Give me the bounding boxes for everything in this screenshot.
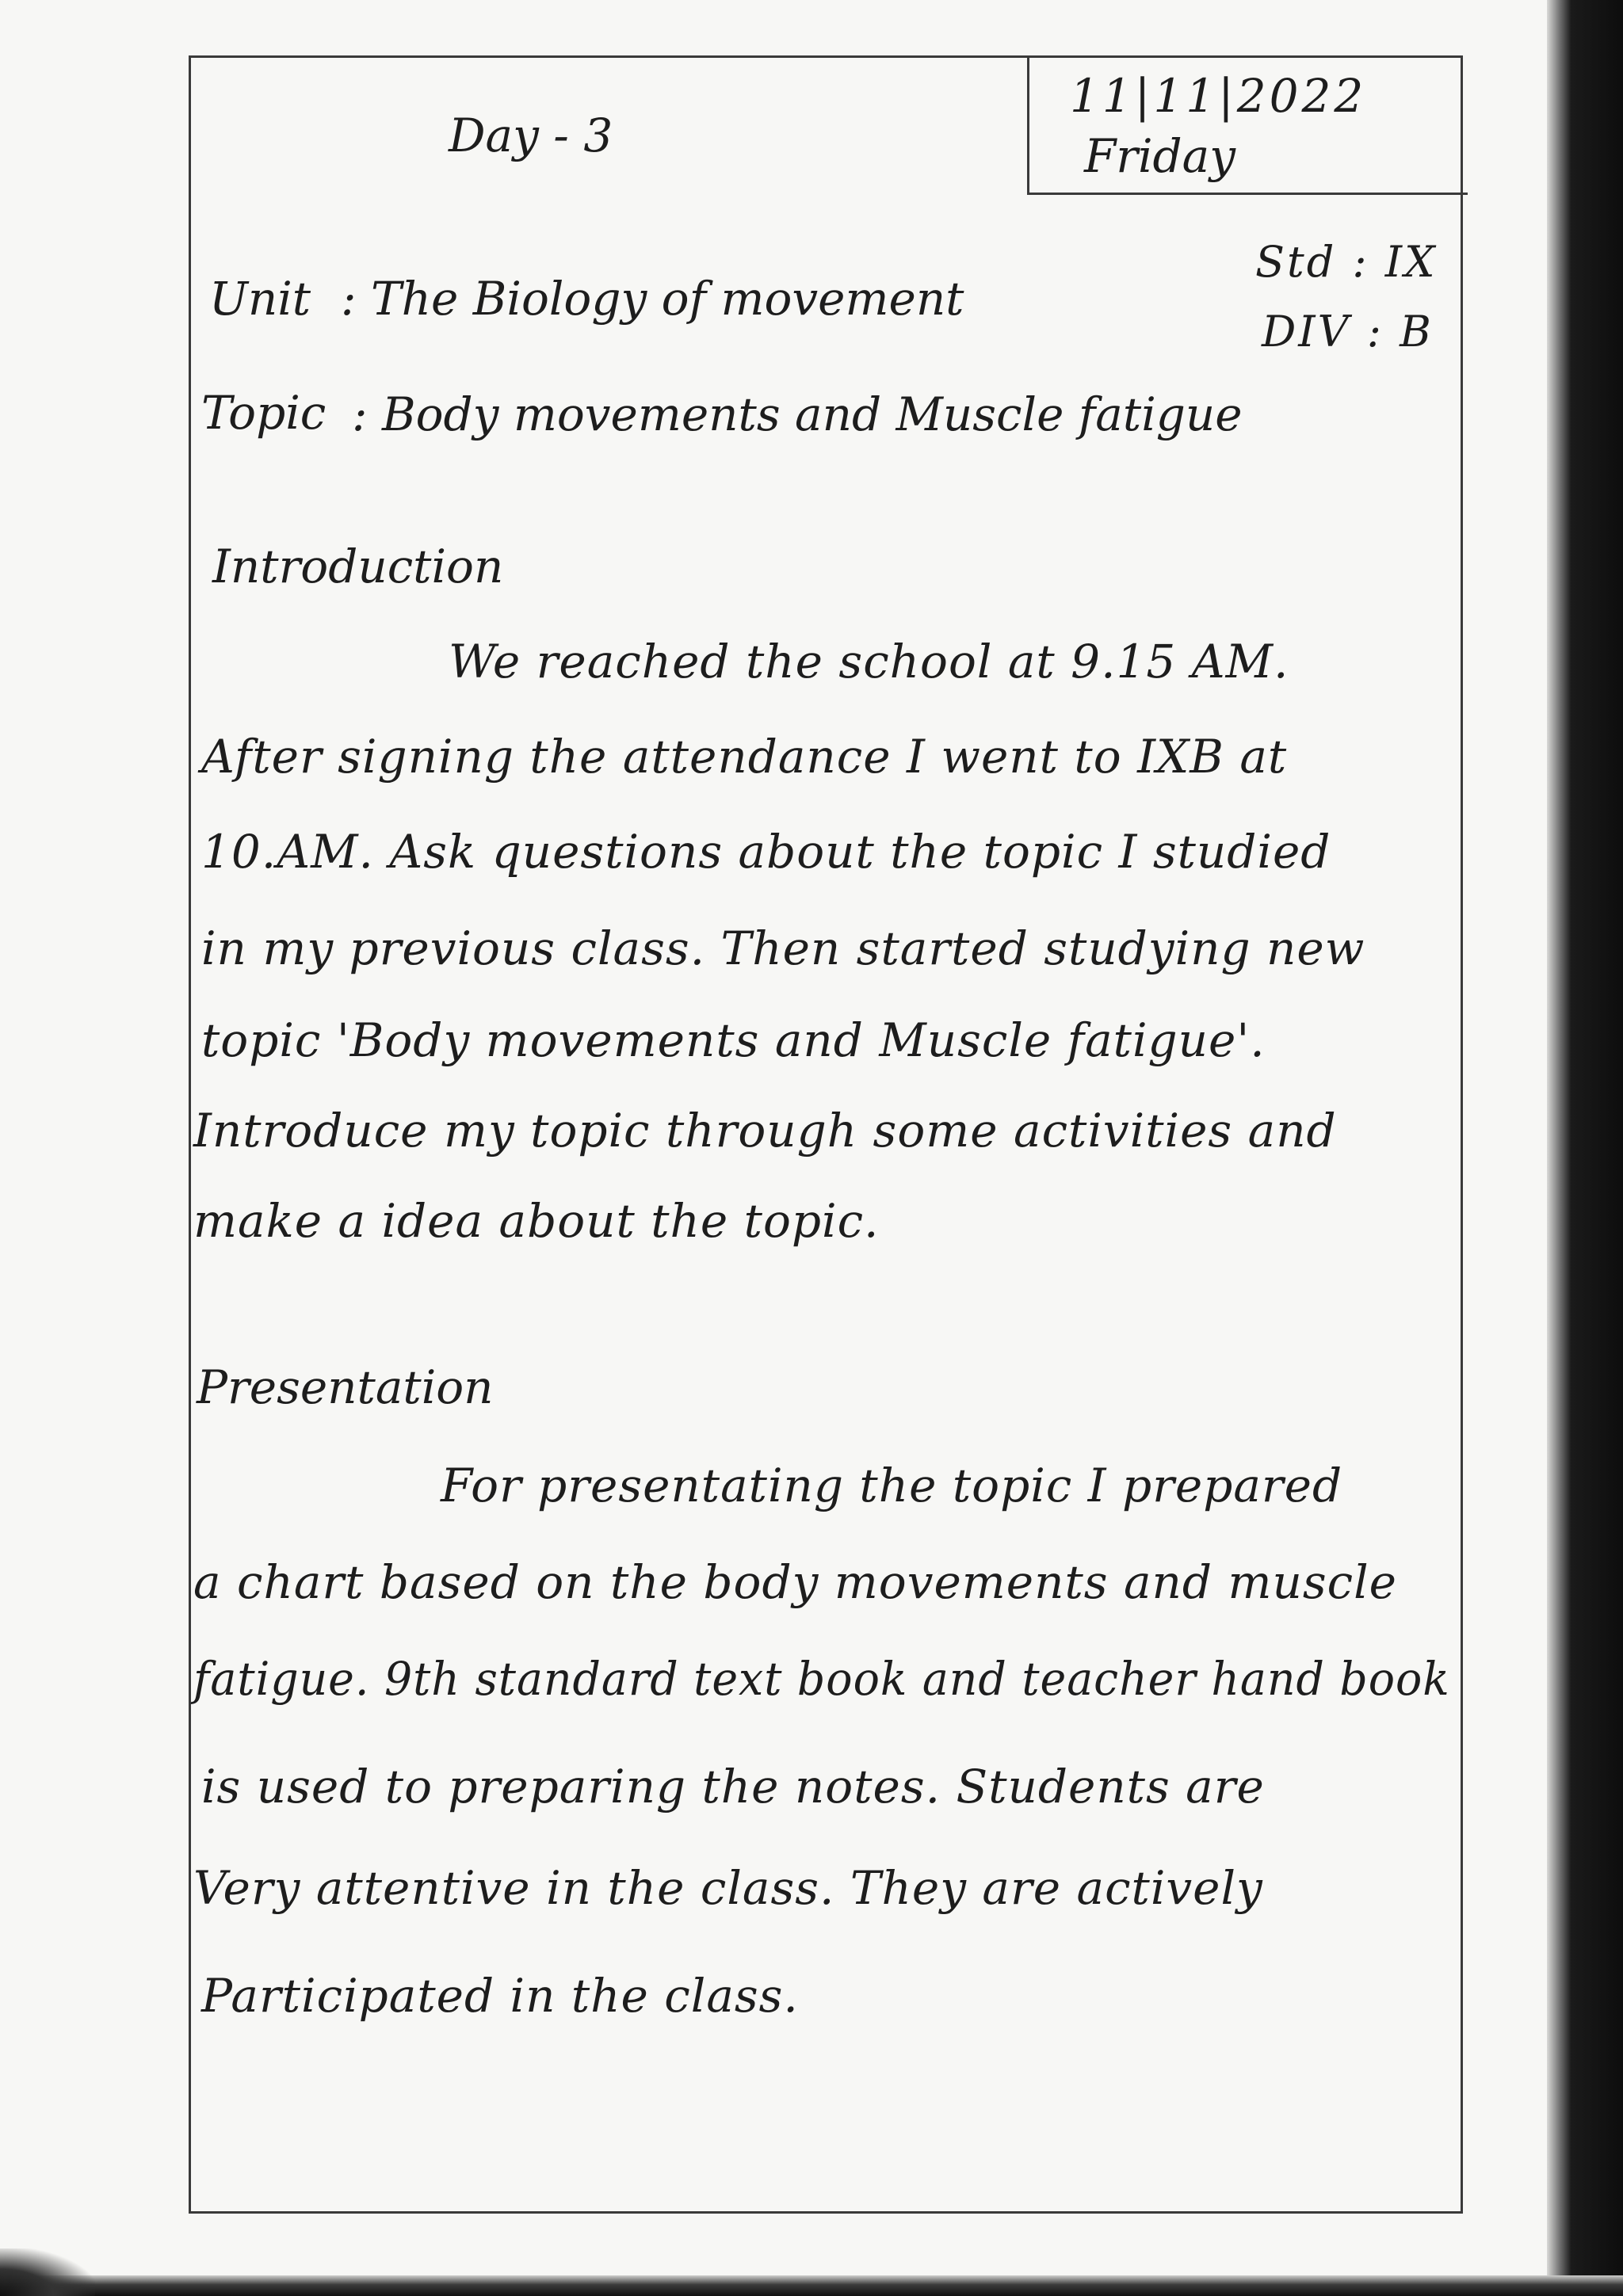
std-text: Std : IX [1255, 237, 1438, 287]
unit-label: Unit [209, 272, 311, 326]
notebook-corner-shadow [0, 2248, 95, 2296]
intro-line-7: make a idea about the topic. [193, 1194, 880, 1248]
presentation-line-5: Very attentive in the class. They are actively [193, 1861, 1263, 1915]
presentation-line-2: a chart based on the body movements and muscle [193, 1555, 1397, 1609]
intro-line-2: After signing the attendance I went to IXB at [201, 730, 1288, 784]
presentation-line-6: Participated in the class. [201, 1969, 799, 2023]
presentation-line-1: For presentating the topic I prepared [441, 1459, 1343, 1512]
notebook-edge-bottom [0, 2275, 1623, 2296]
unit-value: : The Biology of movement [341, 272, 964, 326]
intro-line-6: Introduce my topic through some activities and [193, 1104, 1337, 1158]
intro-line-5: topic 'Body movements and Muscle fatigue'. [201, 1013, 1266, 1067]
intro-line-3: 10.AM. Ask questions about the topic I studied [201, 825, 1331, 879]
topic-label: Topic [201, 386, 327, 440]
day-label: Day - 3 [449, 109, 613, 162]
weekday-text: Friday [1084, 129, 1235, 183]
notebook-edge-right [1547, 0, 1623, 2296]
intro-line-4: in my previous class. Then started studying new [201, 921, 1365, 975]
intro-line-1: We reached the school at 9.15 AM. [449, 635, 1289, 688]
introduction-heading: Introduction [212, 540, 504, 593]
div-text: DIV : B [1262, 307, 1434, 357]
topic-value: : Body movements and Muscle fatigue [352, 387, 1243, 441]
presentation-line-4: is used to preparing the notes. Students are [201, 1760, 1265, 1814]
date-text: 11|11|2022 [1070, 69, 1367, 123]
presentation-heading: Presentation [197, 1360, 494, 1414]
presentation-line-3: fatigue. 9th standard text book and teacher hand book [193, 1652, 1450, 1706]
